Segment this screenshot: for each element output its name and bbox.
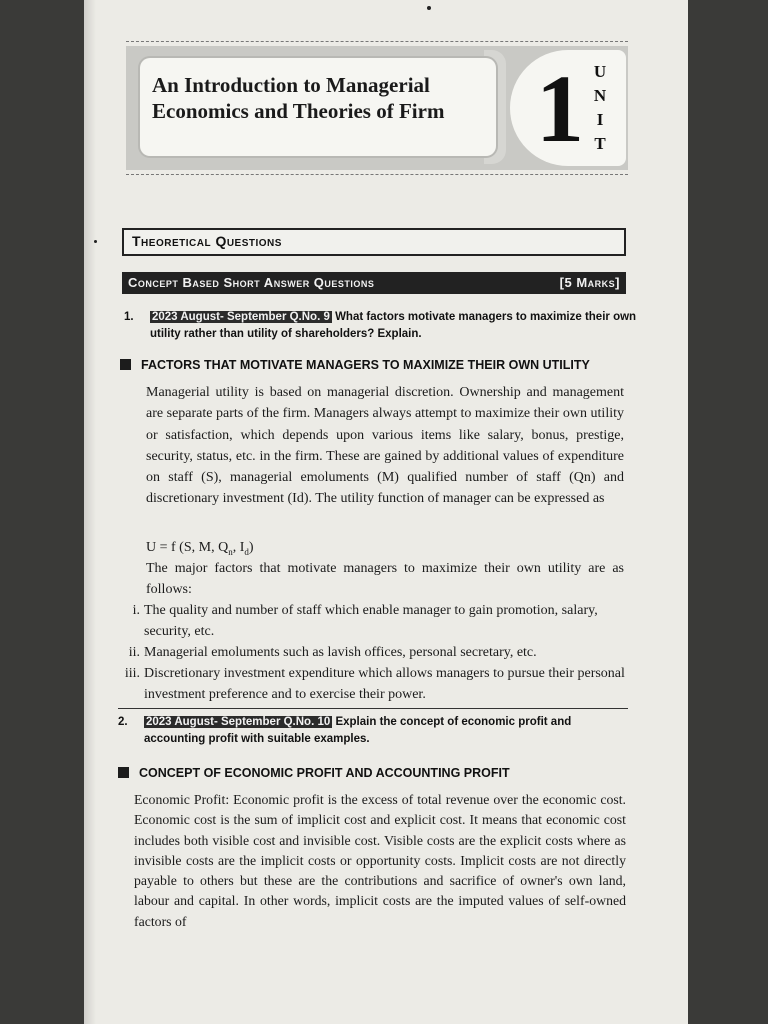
unit-letter: N [593,86,607,105]
unit-number: 1 [536,55,584,162]
section-title: Theoretical Questions [132,233,282,249]
unit-letter: T [594,134,606,153]
speck [427,6,431,10]
answer-paragraph: Economic Profit: Economic profit is the excess of total revenue over the economic cost. Economic cost is the sum of implicit cost and explicit cost. It means that economic cost includes both visible cost and invisible cost. Visible costs are the explicit costs where as invisible costs are the implicit costs or opportunity costs. Implicit costs are not directly payable to others but these are the contributions and sacrifice of owner's own land, labour and capital. In other words, implicit costs are the imputed values of self-owned factors of [134,792,626,929]
question-number: 1. [124,311,134,323]
question-text: Explain the concept of economic profit and accounting profit with suitable examples. [144,716,572,745]
answer-paragraph: The major factors that motivate managers to maximize their own utility are as follows: [146,561,624,598]
list-number: ii. [128,645,140,660]
unit-letter: I [596,110,604,129]
section-title-box [122,228,626,256]
list-number: i. [132,603,140,618]
square-bullet-icon [120,359,131,370]
question-type-label: Concept Based Short Answer Questions [128,275,375,290]
answer-heading-text: CONCEPT OF ECONOMIC PROFIT AND ACCOUNTING PROFIT [139,766,510,780]
chapter-title-box [140,58,496,156]
question-type-band [122,272,626,294]
square-bullet-icon [118,767,129,778]
question-number: 2. [118,716,128,728]
marks-label: [5 Marks] [559,275,620,290]
list-text: Managerial emoluments such as lavish offices, personal secretary, etc. [144,645,537,660]
question-1 [124,309,640,345]
utility-formula: U = f (S, M, $Q_n$, $I_d$) [146,540,254,557]
unit-letter: U [593,62,607,81]
unit-label [590,60,610,156]
answer-paragraph: Managerial utility is based on managerial discretion. Ownership and management are separate parts of the firm. Managers always attempt to maximize their own utility or satisfaction, which depends upon various items like salary, bonus, prestige, security, status, etc. in the firm. These are gained by additional values of expenditure on staff (S), managerial emoluments (M) qualified number of staff (Qn) and discretionary investment (Id). The utility function of manager can be expressed as [146,385,624,507]
chapter-title-line1: An Introduction to Managerial [152,73,430,97]
chapter-title-line2: Economics and Theories of Firm [152,99,445,123]
question-2 [118,714,640,750]
unit-badge [510,50,626,166]
answer-heading-2 [118,766,510,780]
chapter-title [152,72,444,124]
header-rule-top [126,41,628,42]
header-rule-bottom [126,174,628,175]
question-text: What factors motivate managers to maximize their own utility rather than utility of shareholders? Explain. [150,311,637,340]
question-text-block [150,309,640,343]
list-text: The quality and number of staff which enable manager to gain promotion, salary, security, etc. [144,603,598,639]
list-text: Discretionary investment expenditure which allows managers to pursue their personal investment preference and to exercise their power. [144,666,625,702]
exam-tag: 2023 August- September Q.No. 9 [152,311,330,323]
list-number: iii. [124,666,140,681]
answer-heading-1 [120,358,590,372]
page-shadow [84,0,96,1024]
question-divider [118,708,628,709]
answer-heading-text: FACTORS THAT MOTIVATE MANAGERS TO MAXIMIZE THEIR OWN UTILITY [141,358,590,372]
exam-tag: 2023 August- September Q.No. 10 [146,716,331,728]
question-text-block [144,714,634,748]
speck [94,240,97,243]
